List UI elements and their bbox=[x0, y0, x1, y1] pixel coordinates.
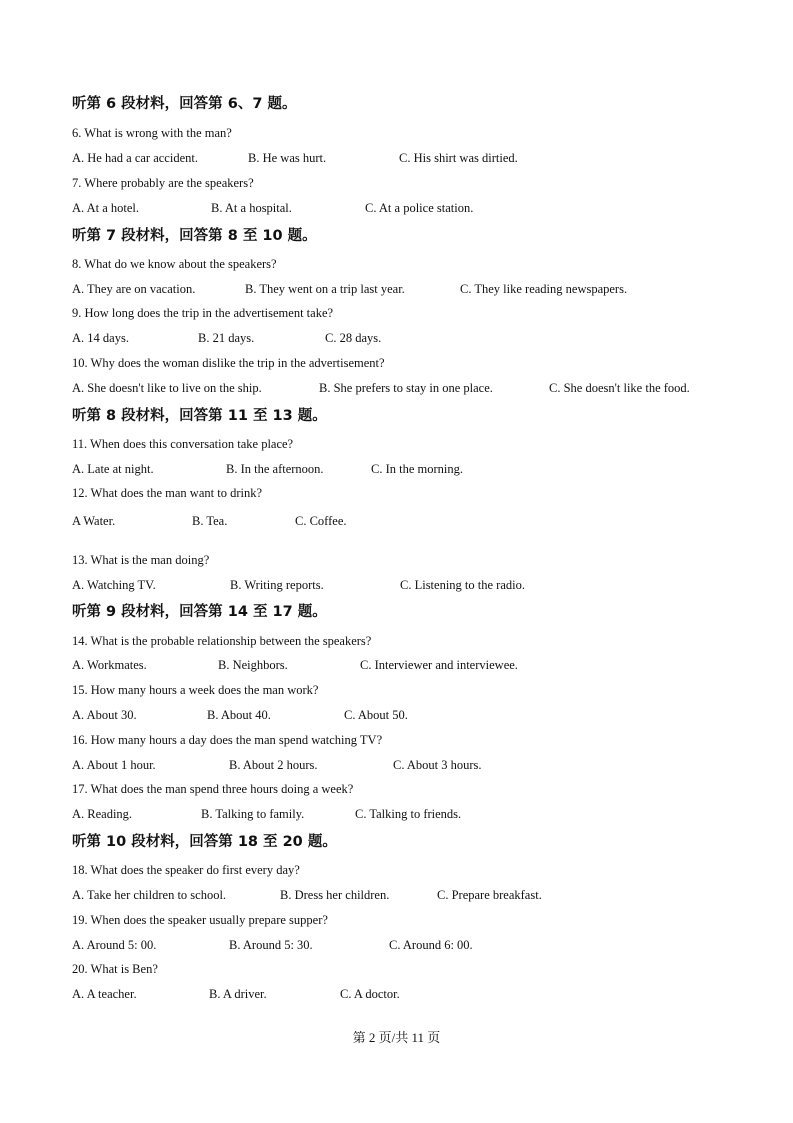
option-a: A. At a hotel. bbox=[72, 201, 140, 215]
question-text: 20. What is Ben? bbox=[72, 962, 158, 976]
option-b: B. Writing reports. bbox=[230, 578, 324, 592]
option-b: B. About 2 hours. bbox=[229, 758, 318, 772]
option-c: C. Talking to friends. bbox=[355, 807, 462, 821]
option-c: C. They like reading newspapers. bbox=[460, 282, 628, 296]
option-b: B. They went on a trip last year. bbox=[245, 282, 405, 296]
option-c: C. Listening to the radio. bbox=[400, 578, 525, 592]
question-text: 18. What does the speaker do first every day? bbox=[72, 863, 300, 877]
option-a: A. He had a car accident. bbox=[72, 151, 198, 165]
question-text: 16. How many hours a day does the man spend watching TV? bbox=[72, 733, 383, 747]
option-b: B. About 40. bbox=[207, 708, 271, 722]
option-b: B. He was hurt. bbox=[248, 151, 327, 165]
question-text: 17. What does the man spend three hours doing a week? bbox=[72, 782, 354, 796]
option-b: B. Talking to family. bbox=[201, 807, 305, 821]
option-c: C. Prepare breakfast. bbox=[437, 888, 542, 902]
section-heading: 听第 6 段材料，回答第 6、7 题。 bbox=[72, 96, 297, 112]
option-c: C. Interviewer and interviewee. bbox=[360, 658, 518, 672]
option-a: A. Watching TV. bbox=[72, 578, 156, 592]
option-b: B. Around 5: 30. bbox=[229, 938, 313, 952]
section-heading: 听第 8 段材料，回答第 11 至 13 题。 bbox=[72, 408, 327, 424]
option-a: A. Late at night. bbox=[72, 462, 154, 476]
option-a: A. They are on vacation. bbox=[72, 282, 196, 296]
option-a: A. About 1 hour. bbox=[72, 758, 156, 772]
option-c: C. In the morning. bbox=[371, 462, 464, 476]
option-a: A. Workmates. bbox=[72, 658, 147, 672]
option-a: A. About 30. bbox=[72, 708, 137, 722]
question-text: 8. What do we know about the speakers? bbox=[72, 257, 277, 271]
option-b: B. Tea. bbox=[192, 514, 228, 528]
question-text: 11. When does this conversation take place? bbox=[72, 437, 294, 451]
option-a: A Water. bbox=[72, 514, 116, 528]
question-text: 15. How many hours a week does the man work? bbox=[72, 683, 319, 697]
section-heading: 听第 9 段材料，回答第 14 至 17 题。 bbox=[72, 604, 327, 620]
section-heading: 听第 10 段材料，回答第 18 至 20 题。 bbox=[72, 834, 337, 850]
option-b: B. At a hospital. bbox=[211, 201, 292, 215]
option-b: B. In the afternoon. bbox=[226, 462, 324, 476]
option-c: C. His shirt was dirtied. bbox=[399, 151, 518, 165]
option-a: A. 14 days. bbox=[72, 331, 129, 345]
question-text: 7. Where probably are the speakers? bbox=[72, 176, 254, 190]
option-a: A. A teacher. bbox=[72, 987, 137, 1001]
option-c: C. About 3 hours. bbox=[393, 758, 482, 772]
question-text: 13. What is the man doing? bbox=[72, 553, 210, 567]
question-text: 12. What does the man want to drink? bbox=[72, 486, 263, 500]
option-c: C. About 50. bbox=[344, 708, 408, 722]
question-text: 9. How long does the trip in the advertisement take? bbox=[72, 306, 334, 320]
option-c: C. She doesn't like the food. bbox=[549, 381, 690, 395]
option-b: B. A driver. bbox=[209, 987, 267, 1001]
page-footer: 第 2 页/共 11 页 bbox=[352, 1030, 441, 1045]
question-text: 14. What is the probable relationship between the speakers? bbox=[72, 634, 372, 648]
option-c: C. Coffee. bbox=[295, 514, 347, 528]
question-text: 6. What is wrong with the man? bbox=[72, 126, 232, 140]
option-c: C. A doctor. bbox=[340, 987, 400, 1001]
option-a: A. Around 5: 00. bbox=[72, 938, 157, 952]
question-text: 10. Why does the woman dislike the trip in the advertisement? bbox=[72, 356, 385, 370]
option-a: A. Reading. bbox=[72, 807, 133, 821]
option-c: C. Around 6: 00. bbox=[389, 938, 473, 952]
option-b: B. Neighbors. bbox=[218, 658, 288, 672]
option-a: A. She doesn't like to live on the ship. bbox=[72, 381, 262, 395]
option-b: B. She prefers to stay in one place. bbox=[319, 381, 493, 395]
section-heading: 听第 7 段材料，回答第 8 至 10 题。 bbox=[72, 228, 317, 244]
option-a: A. Take her children to school. bbox=[72, 888, 227, 902]
option-c: C. At a police station. bbox=[365, 201, 474, 215]
option-b: B. 21 days. bbox=[198, 331, 255, 345]
question-text: 19. When does the speaker usually prepare supper? bbox=[72, 913, 328, 927]
option-c: C. 28 days. bbox=[325, 331, 382, 345]
option-b: B. Dress her children. bbox=[280, 888, 390, 902]
